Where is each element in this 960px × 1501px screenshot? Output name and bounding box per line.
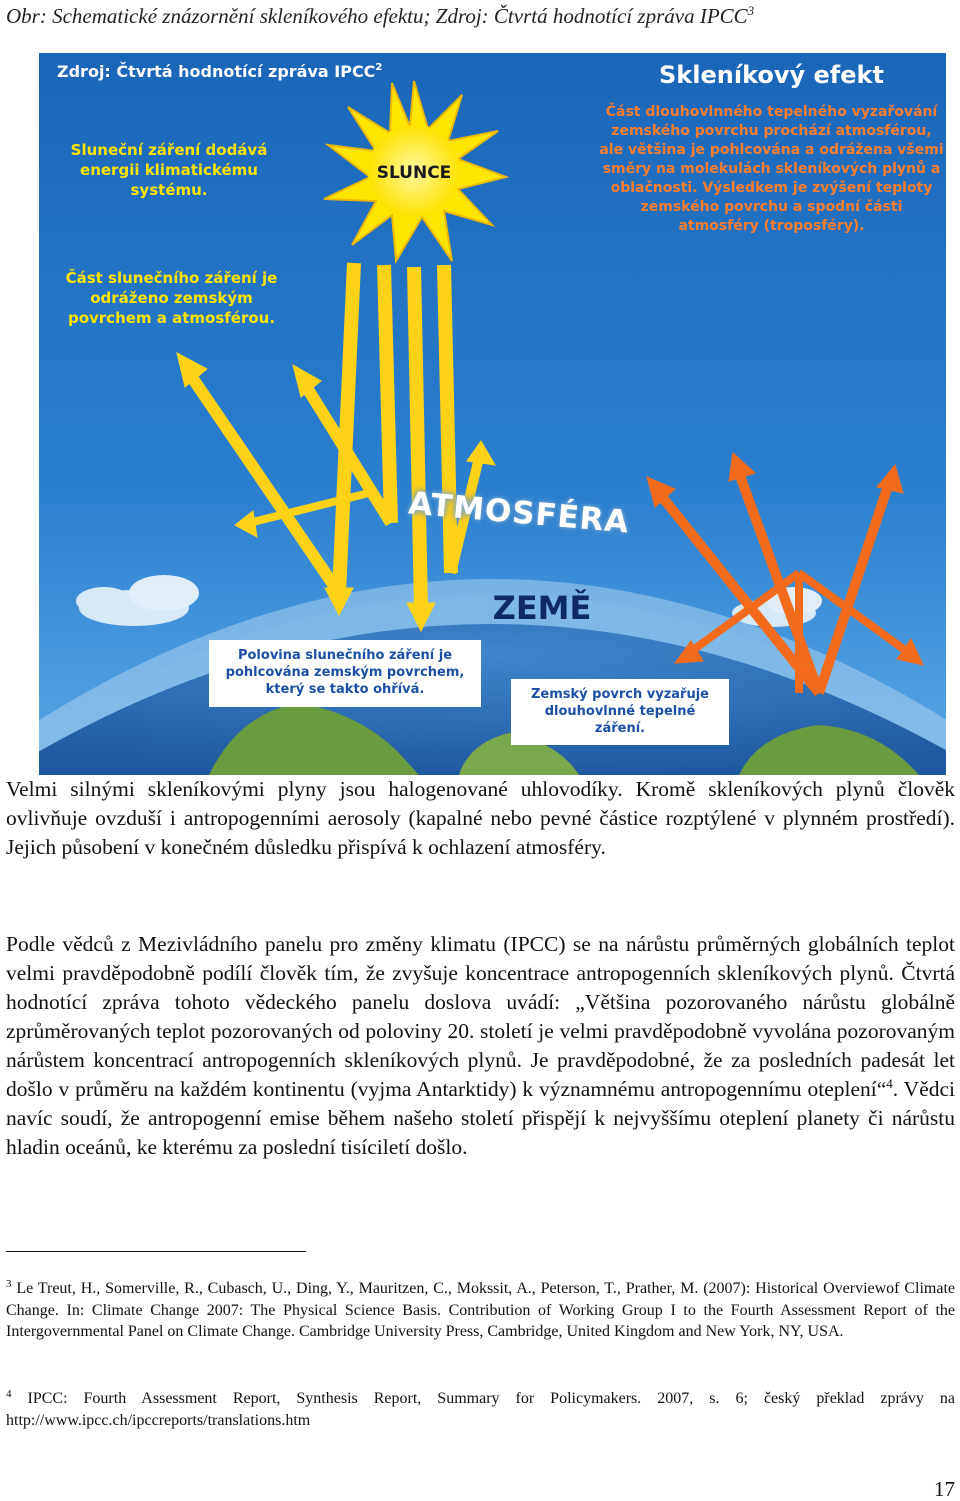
- figure-caption: [6, 4, 946, 28]
- footnote-4-number: 4: [6, 1388, 12, 1400]
- greenhouse-title: Skleníkový efekt: [659, 61, 884, 89]
- footnote-3-text: Le Treut, H., Somerville, R., Cubasch, U., Ding, Y., Mauritzen, C., Mokssit, A., Peterson, T., Prather, M. (2007): Historical Overviewof Climate Change. In: Climate Change 2007: The Physical Science Basis. Contribution of Working Group I to the Fourth Assessment Report of the Intergovernmental Panel on Climate Change. Cambridge University Press, Cambridge, United Kingdom and New York, NY, USA.: [6, 1280, 955, 1340]
- page-number: 17: [934, 1477, 955, 1501]
- footnote-3-number: 3: [6, 1278, 12, 1290]
- solar-arrow-4: [444, 265, 451, 573]
- paragraph-ipcc: [6, 930, 955, 1162]
- paragraph-ipcc-part-a: Podle vědců z Mezivládního panelu pro změny klimatu (IPCC) se na nárůstu průměrných globálních teplot velmi pravděpodobně podílí člověk tím, že zvyšuje koncentrace antropogenních skleníkových plynů. Čtvrtá hodnotící zpráva tohoto vědeckého panelu doslova uvádí: „Většina pozorovaného nárůstu globálně zprůměrovaných teplot pozorovaných od poloviny 20. století je velmi pravděpodobně vyvolána pozorovaným nárůstem koncentrací antropogenních skleníkových plynů. Je pravděpodobné, že za posledních padesát let došlo v průměru na každém kontinentu (vyjma Antarktidy) k významnému antropogennímu oteplení“: [6, 932, 955, 1101]
- figure-source-text: Zdroj: Čtvrtá hodnotící zpráva IPCC: [57, 62, 376, 81]
- surface-radiation-box: Zemský povrch vyzařuje dlouhovlnné tepelné záření.: [511, 679, 729, 745]
- paragraph-halocarbons: Velmi silnými skleníkovými plyny jsou halogenované uhlovodíky. Kromě skleníkových plynů člověk ovlivňuje ovzduší i antropogenními aerosoly (kapalné nebo pevné částice rozptýlené v plynném prostředí). Jejich působení v konečném důsledku přispívá k ochlazení atmosféry.: [6, 777, 955, 859]
- footnote-separator: [6, 1251, 306, 1252]
- earth-label: ZEMĚ: [492, 589, 592, 627]
- sun-energy-text: Sluneční záření dodává energii klimatickému systému.: [70, 141, 268, 199]
- solar-arrow-2: [384, 265, 391, 523]
- solar-arrow-3: [414, 267, 421, 608]
- paragraph-ipcc-part-b: . Vědci navíc soudí, že antropogenní emise během našeho století přispějí k nejvyššímu oteplení planety či nárůstu hladin oceánů, ke kterému za poslední tisíciletí došlo.: [6, 1077, 956, 1159]
- caption-footnote-ref: 3: [747, 3, 755, 18]
- greenhouse-effect-figure: [39, 53, 946, 775]
- caption-text: Obr: Schematické znázornění skleníkového efektu; Zdroj: Čtvrtá hodnotící zpráva IPCC: [6, 4, 748, 28]
- footnote-3: [6, 1278, 955, 1343]
- greenhouse-description: Část dlouhovlnného tepelného vyzařování zemského povrchu prochází atmosférou, ale většina je pohlcována a odrážena všemi směry na molekulách skleníkových plynů a oblačnosti. Výsledkem je zvýšení teploty zemského povrchu a spodní části atmosféry (troposféry).: [599, 104, 944, 234]
- footnote-4-text: IPCC: Fourth Assessment Report, Synthesis Report, Summary for Policymakers. 2007, s. 6; český překlad zprávy na http://www.ipcc.ch/ipccreports/translations.htm: [6, 1390, 955, 1429]
- figure-source-label: [57, 62, 382, 81]
- footnote-ref-4: 4: [886, 1076, 893, 1091]
- footnote-4: [6, 1388, 955, 1431]
- half-absorbed-box: Polovina slunečního záření je pohlcována zemským povrchem, který se takto ohřívá.: [209, 640, 481, 707]
- sun-label: SLUNCE: [376, 163, 452, 183]
- atmosphere-label: ATMOSFÉRA: [407, 485, 631, 541]
- figure-source-ref: 2: [375, 62, 383, 73]
- reflection-text: Část slunečního záření je odráženo zemským povrchem a atmosférou.: [65, 269, 278, 327]
